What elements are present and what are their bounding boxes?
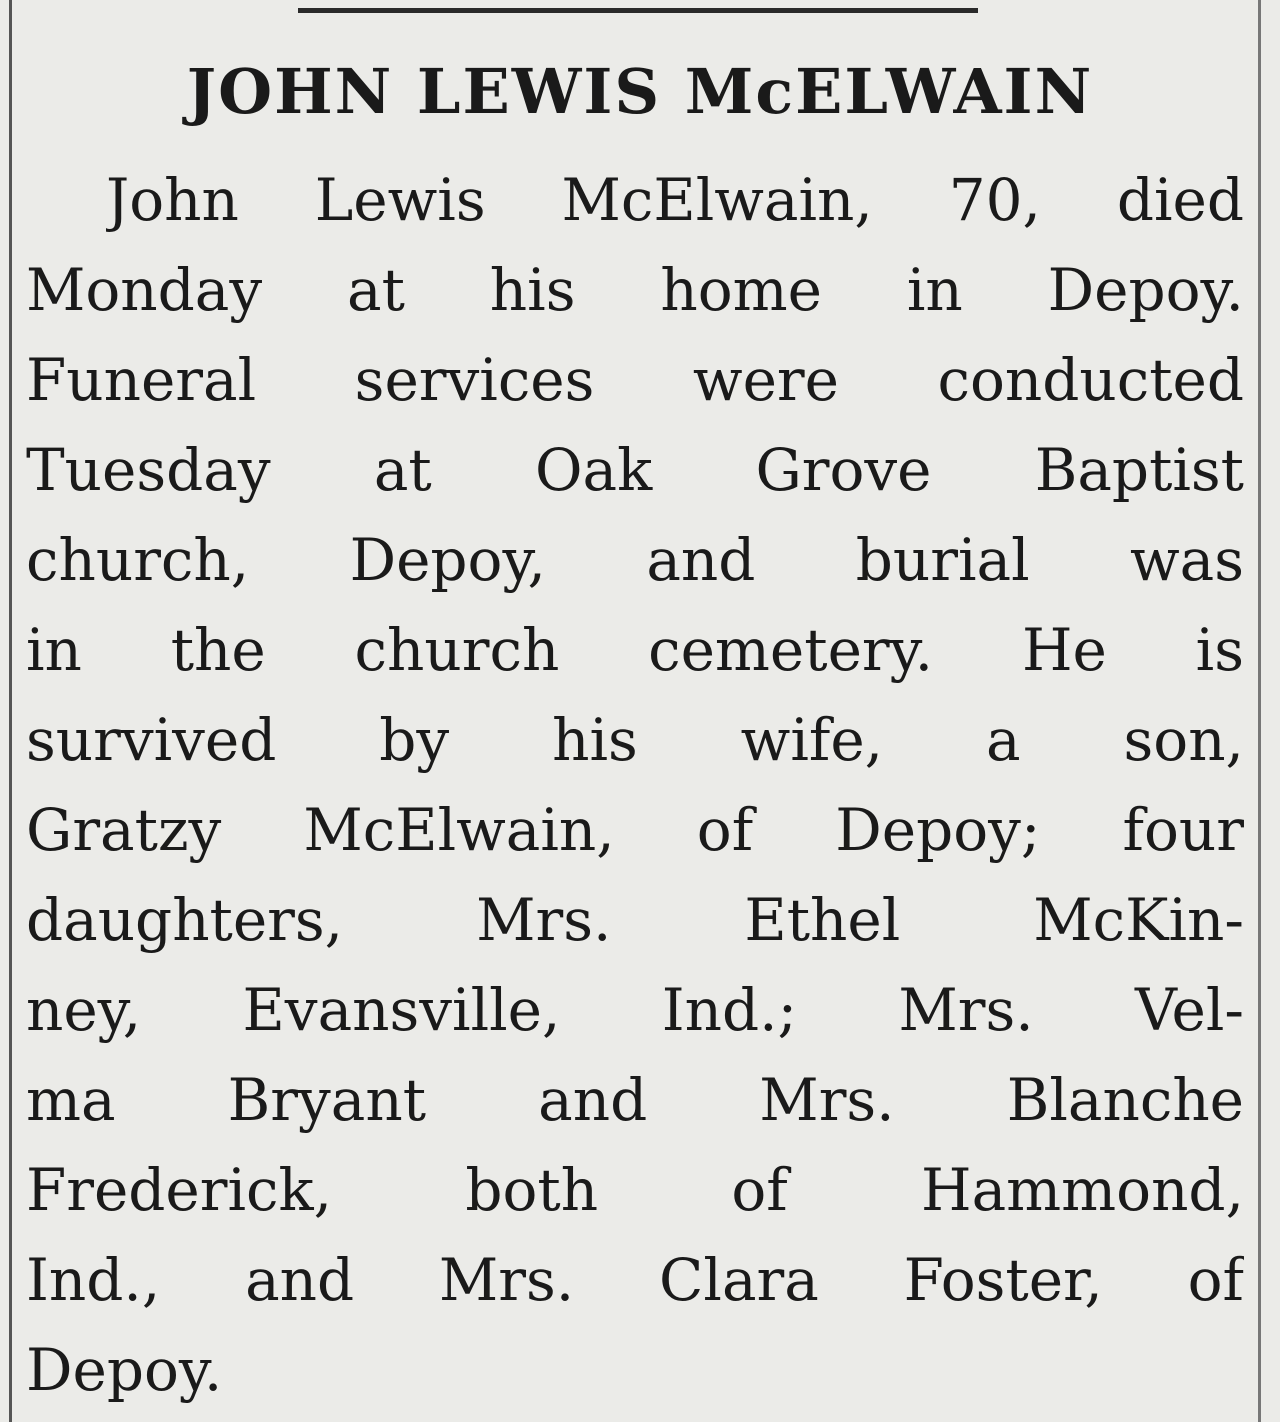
body-line-9: daughters, Mrs. Ethel McKin-	[26, 886, 1244, 954]
body-line-3: Funeral services were conducted	[26, 346, 1244, 414]
obituary-headline: JOHN LEWIS McELWAIN	[186, 55, 1094, 128]
body-line-7: survived by his wife, a son,	[26, 706, 1244, 774]
top-rule	[298, 8, 978, 13]
body-line-8: Gratzy McElwain, of Depoy; four	[26, 796, 1244, 864]
body-line-2: Monday at his home in Depoy.	[26, 256, 1244, 324]
body-line-10: ney, Evansville, Ind.; Mrs. Vel-	[26, 976, 1244, 1044]
body-line-6: in the church cemetery. He is	[26, 616, 1244, 684]
right-column-rule	[1258, 0, 1261, 1422]
body-line-11: ma Bryant and Mrs. Blanche	[26, 1066, 1244, 1134]
body-line-4: Tuesday at Oak Grove Baptist	[26, 436, 1244, 504]
body-line-12: Frederick, both of Hammond,	[26, 1156, 1244, 1224]
body-line-13: Ind., and Mrs. Clara Foster, of	[26, 1246, 1244, 1314]
body-line-14: Depoy.	[26, 1336, 223, 1404]
left-column-rule	[9, 0, 12, 1422]
body-line-1: John Lewis McElwain, 70, died	[106, 166, 1244, 234]
body-line-5: church, Depoy, and burial was	[26, 526, 1244, 594]
